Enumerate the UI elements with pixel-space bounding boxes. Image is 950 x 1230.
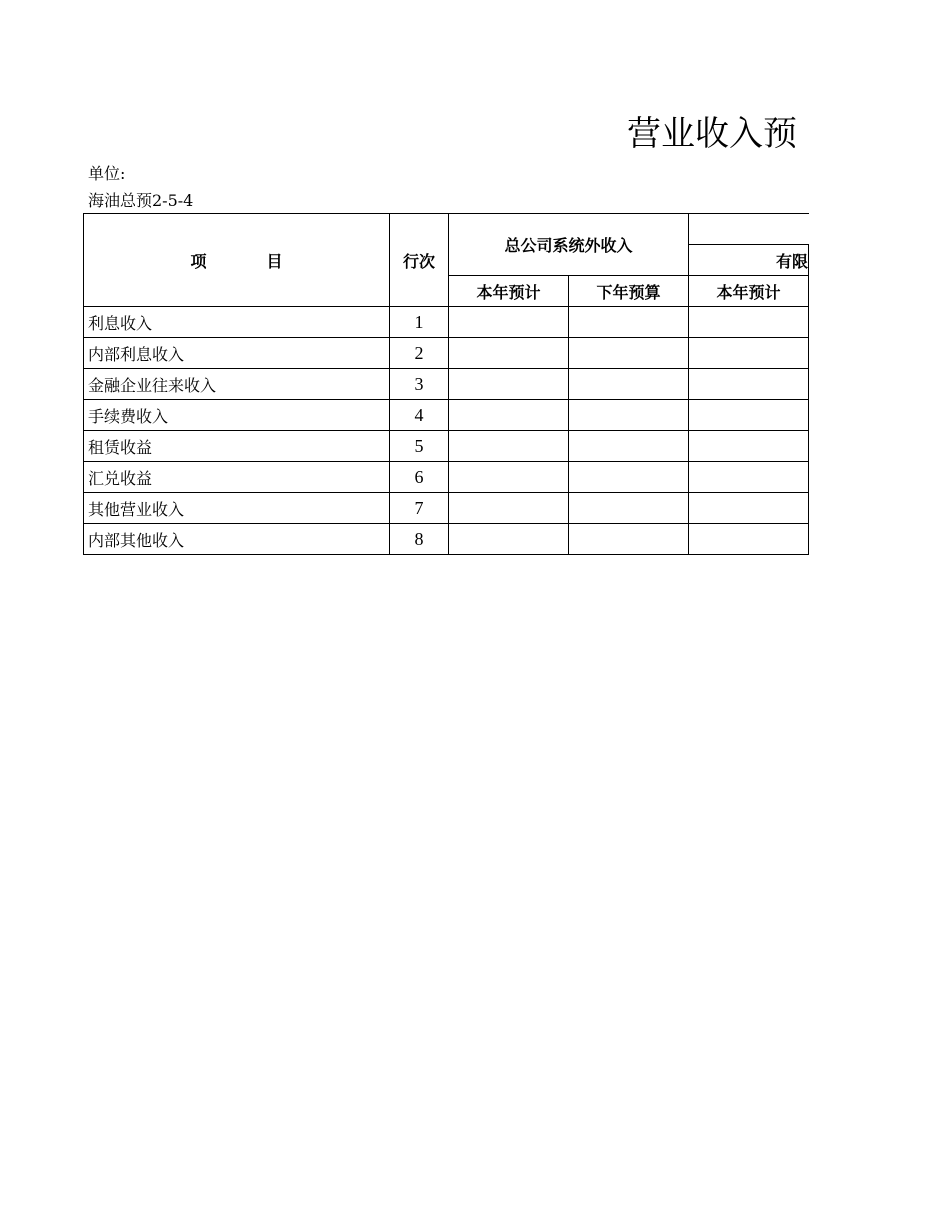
row-number: 3 xyxy=(390,369,449,400)
header-item xyxy=(84,214,390,307)
revenue-table xyxy=(83,213,809,555)
row-label: 利息收入 xyxy=(84,307,390,338)
table-row xyxy=(84,369,809,400)
cell-next-year[interactable] xyxy=(569,524,689,555)
cell-this-year-2[interactable] xyxy=(689,431,809,462)
cell-next-year[interactable] xyxy=(569,338,689,369)
header-group-2-sub xyxy=(689,245,809,276)
cell-this-year[interactable] xyxy=(449,369,569,400)
header-this-year-estimate: 本年预计 xyxy=(449,276,569,307)
table-row xyxy=(84,338,809,369)
row-number: 5 xyxy=(390,431,449,462)
header-group-2 xyxy=(689,214,809,245)
cell-next-year[interactable] xyxy=(569,431,689,462)
table-row xyxy=(84,431,809,462)
cell-next-year[interactable] xyxy=(569,369,689,400)
row-number: 4 xyxy=(390,400,449,431)
cell-this-year-2[interactable] xyxy=(689,524,809,555)
row-label: 金融企业往来收入 xyxy=(84,369,390,400)
row-label: 内部利息收入 xyxy=(84,338,390,369)
row-label: 内部其他收入 xyxy=(84,524,390,555)
cell-next-year[interactable] xyxy=(569,493,689,524)
cell-this-year-2[interactable] xyxy=(689,369,809,400)
cell-next-year[interactable] xyxy=(569,400,689,431)
cell-next-year[interactable] xyxy=(569,307,689,338)
table-row xyxy=(84,462,809,493)
cell-this-year[interactable] xyxy=(449,338,569,369)
row-number: 7 xyxy=(390,493,449,524)
report-title: 营业收入预 xyxy=(627,114,797,154)
cell-this-year-2[interactable] xyxy=(689,307,809,338)
header-group-2-sub-label: 有限 xyxy=(775,251,808,271)
table-row xyxy=(84,307,809,338)
header-this-year-estimate-2: 本年预计 xyxy=(689,276,809,307)
row-label: 手续费收入 xyxy=(84,400,390,431)
cell-this-year[interactable] xyxy=(449,307,569,338)
form-code: 海油总预2-5-4 xyxy=(88,191,194,210)
table-row xyxy=(84,524,809,555)
row-number: 6 xyxy=(390,462,449,493)
cell-this-year[interactable] xyxy=(449,431,569,462)
row-number: 2 xyxy=(390,338,449,369)
table-row xyxy=(84,400,809,431)
header-group-external: 总公司系统外收入 xyxy=(449,214,689,276)
cell-this-year[interactable] xyxy=(449,400,569,431)
row-label: 汇兑收益 xyxy=(84,462,390,493)
row-number: 1 xyxy=(390,307,449,338)
cell-this-year[interactable] xyxy=(449,493,569,524)
header-row-no: 行次 xyxy=(390,214,449,307)
cell-this-year-2[interactable] xyxy=(689,493,809,524)
table-row xyxy=(84,493,809,524)
header-item-part2: 目 xyxy=(266,251,283,271)
unit-label: 单位: xyxy=(88,164,126,183)
header-item-part1: 项 xyxy=(190,251,207,271)
cell-this-year-2[interactable] xyxy=(689,462,809,493)
row-label: 其他营业收入 xyxy=(84,493,390,524)
row-label: 租赁收益 xyxy=(84,431,390,462)
header-next-year-budget: 下年预算 xyxy=(569,276,689,307)
row-number: 8 xyxy=(390,524,449,555)
cell-this-year-2[interactable] xyxy=(689,338,809,369)
cell-next-year[interactable] xyxy=(569,462,689,493)
cell-this-year[interactable] xyxy=(449,524,569,555)
cell-this-year-2[interactable] xyxy=(689,400,809,431)
cell-this-year[interactable] xyxy=(449,462,569,493)
